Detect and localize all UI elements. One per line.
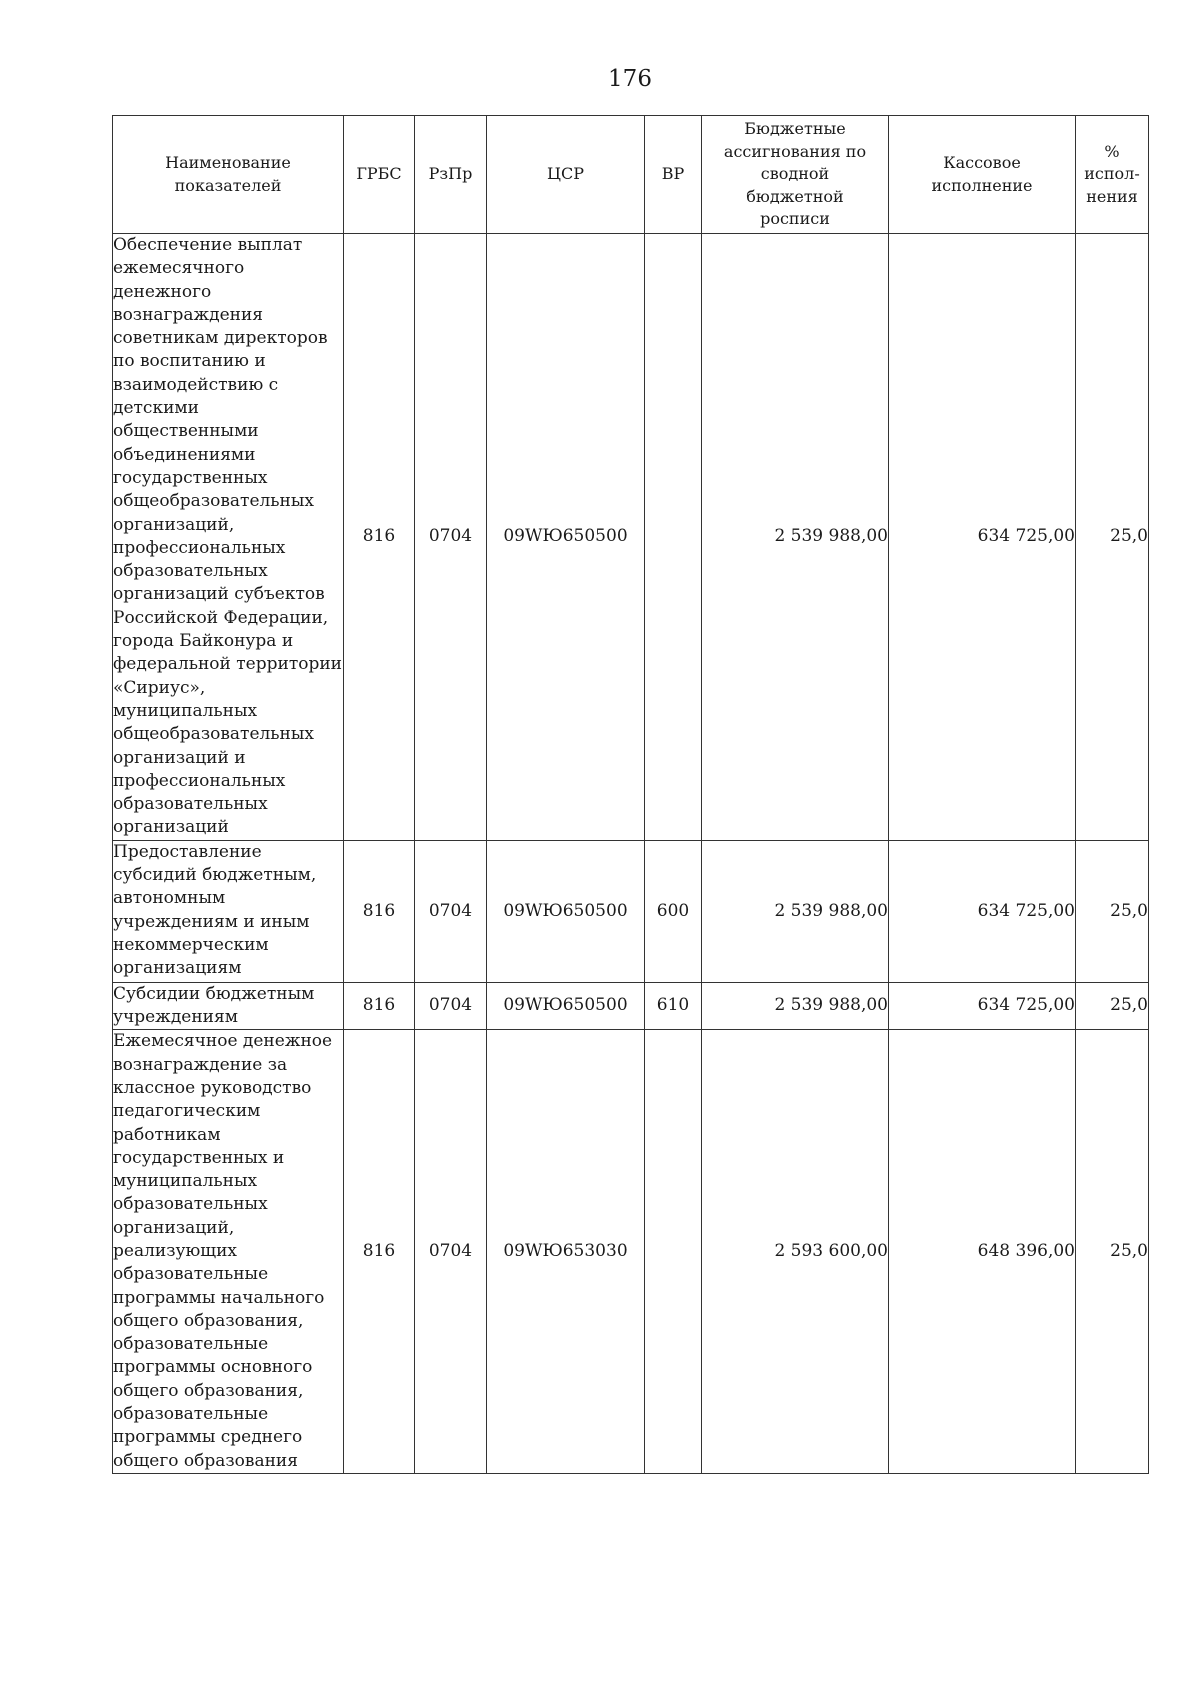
header-rzpr: РзПр [415, 116, 487, 234]
row-allocations: 2 539 988,00 [702, 840, 889, 982]
page-number: 176 [608, 66, 652, 92]
row-name: Ежемесячное денежное вознаграждение за классное руководство педагогическим работникам государственных и муниципальных образовательных организаций, реализующих образовательные программы начального общего образования, образовательные программы основного общего образования, образовательные программы среднего общего образования [113, 1030, 344, 1474]
row-vr: 600 [645, 840, 702, 982]
row-csr: 09WЮ653030 [487, 1030, 645, 1474]
row-name: Предоставление субсидий бюджетным, автономным учреждениям и иным некоммерческим организациям [113, 840, 344, 982]
row-grbs: 816 [344, 982, 415, 1030]
header-csr: ЦСР [487, 116, 645, 234]
row-cash: 634 725,00 [889, 234, 1076, 841]
row-name: Субсидии бюджетным учреждениям [113, 982, 344, 1030]
header-allocations: Бюджетные ассигнования по сводной бюджетной росписи [702, 116, 889, 234]
table-row [113, 982, 1149, 1030]
row-percent: 25,0 [1076, 982, 1149, 1030]
header-vr: ВР [645, 116, 702, 234]
row-cash: 648 396,00 [889, 1030, 1076, 1474]
table-row [113, 234, 1149, 841]
row-allocations: 2 539 988,00 [702, 234, 889, 841]
table-row [113, 840, 1149, 982]
row-csr: 09WЮ650500 [487, 840, 645, 982]
row-vr [645, 1030, 702, 1474]
table-row [113, 1030, 1149, 1474]
row-csr: 09WЮ650500 [487, 982, 645, 1030]
header-name: Наименование показателей [113, 116, 344, 234]
header-cash: Кассовое исполнение [889, 116, 1076, 234]
row-rzpr: 0704 [415, 840, 487, 982]
row-percent: 25,0 [1076, 234, 1149, 841]
row-vr [645, 234, 702, 841]
row-name: Обеспечение выплат ежемесячного денежного вознаграждения советникам директоров по воспитанию и взаимодействию с детскими общественными объединениями государственных общеобразовательных организаций, профессиональных образовательных организаций субъектов Российской Федерации, города Байконура и федеральной территории «Сириус», муниципальных общеобразовательных организаций и профессиональных образовательных организаций [113, 234, 344, 841]
row-rzpr: 0704 [415, 982, 487, 1030]
budget-execution-table [112, 115, 1149, 1474]
row-vr: 610 [645, 982, 702, 1030]
row-csr: 09WЮ650500 [487, 234, 645, 841]
row-rzpr: 0704 [415, 1030, 487, 1474]
header-percent: % испол-нения [1076, 116, 1149, 234]
row-allocations: 2 539 988,00 [702, 982, 889, 1030]
row-rzpr: 0704 [415, 234, 487, 841]
row-percent: 25,0 [1076, 840, 1149, 982]
row-cash: 634 725,00 [889, 982, 1076, 1030]
row-allocations: 2 593 600,00 [702, 1030, 889, 1474]
row-grbs: 816 [344, 1030, 415, 1474]
row-grbs: 816 [344, 234, 415, 841]
row-percent: 25,0 [1076, 1030, 1149, 1474]
row-cash: 634 725,00 [889, 840, 1076, 982]
header-grbs: ГРБС [344, 116, 415, 234]
row-grbs: 816 [344, 840, 415, 982]
table-header-row [113, 116, 1149, 234]
